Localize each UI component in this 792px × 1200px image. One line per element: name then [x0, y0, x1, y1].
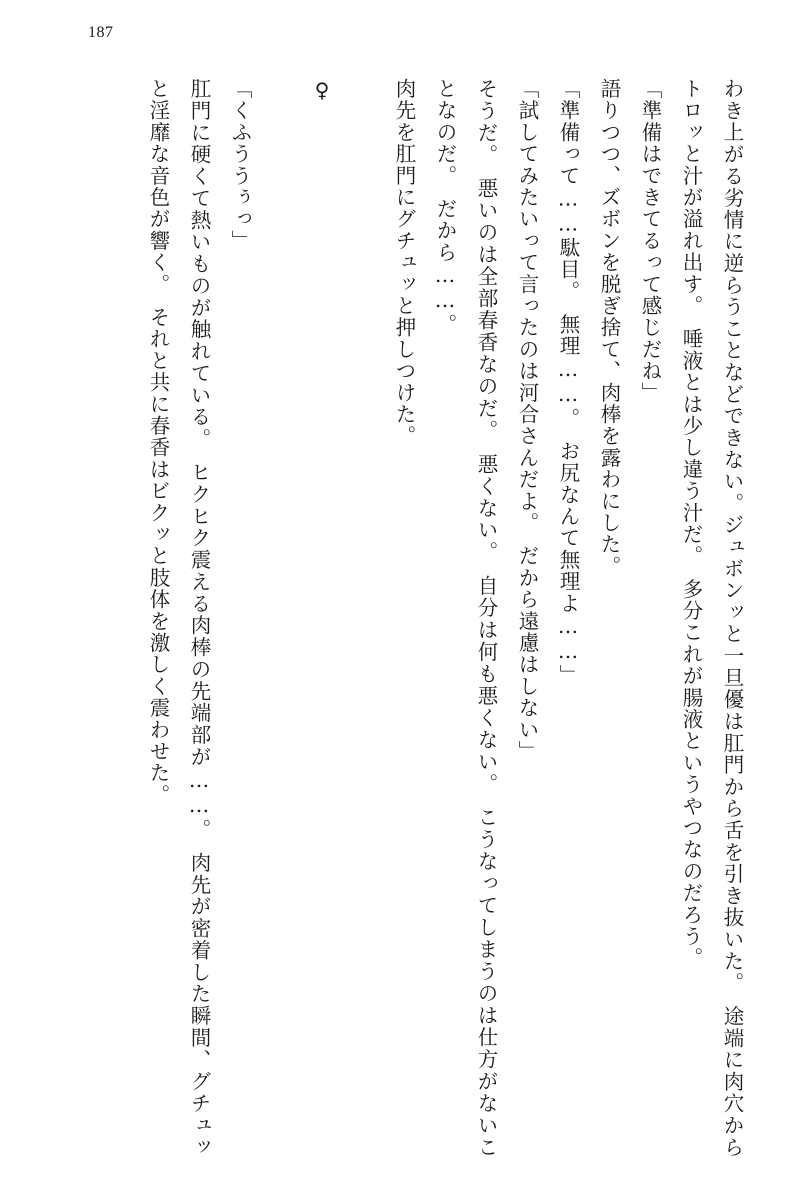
paragraph-spacer	[342, 78, 383, 1158]
scene-break-symbol: ♀	[310, 78, 334, 104]
paragraph-spacer	[260, 78, 301, 1158]
paragraph: 「準備って……駄目。 無理……。 お尻なんて無理よ……」	[556, 78, 580, 687]
paragraph: 肉先を肛門にグチュッと押しつけた。	[392, 78, 416, 447]
page-text-body	[52, 78, 752, 1158]
paragraph: 「試してみたいって言ったのは河合さんだよ。 だから遠慮はしない」	[515, 78, 539, 763]
page-number: 187	[88, 24, 114, 41]
paragraph: 肛門に硬くて熱いものが触れている。 ヒクヒク震える肉棒の先端部が……。 肉先が密着した瞬間、グチュッと淫靡な音色が響く。 それと共に春香はビクッと肢体を激しく震わせた。	[146, 78, 211, 1158]
paragraph: そうだ。 悪いのは全部春香なのだ。 悪くない。 自分は何も悪くない。 こうなってしまうのは仕方がないことなのだ。 だから……。	[433, 78, 498, 1158]
paragraph: 「準備はできてるって感じだね」	[638, 78, 662, 404]
paragraph: 「くふううぅっ」	[228, 78, 252, 252]
paragraph: わき上がる劣情に逆らうことなどできない。ジュボンッと一旦優は肛門から舌を引き抜いた。 途端に肉穴からトロッと汁が溢れ出す。 唾液とは少し違う汁だ。 多分これが腸液というやつなのだろう。	[679, 78, 744, 1158]
paragraph: 語りつつ、ズボンを脱ぎ捨て、肉棒を露わにした。	[597, 78, 621, 578]
